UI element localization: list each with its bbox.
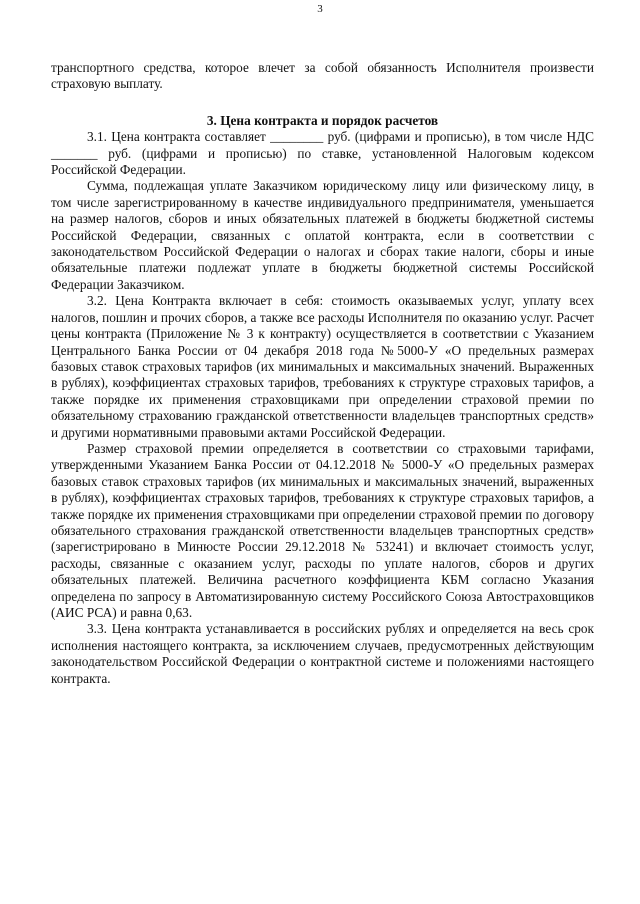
- page-number: 3: [317, 3, 323, 15]
- paragraph-3-2: 3.2. Цена Контракта включает в себя: стоимость оказываемых услуг, уплату всех налогов, пошлин и прочих сборов, а также все расходы Исполнителя по оказанию услуг. Расчет цены контракта (Приложение № 3 к контракту) осуществляется в соответствии с Указанием Центрального Банка России от 04 декабря 2018 года №5000-У «О предельных размерах базовых ставок страховых тарифов (их минимальных и максимальных значений. Выраженных в рублях), коэффициентах страховых тарифов, требованиях к структуре страховых тарифов, а также порядке их применения страховщиками при определении страховой премии по обязательному страхованию гражданской ответственности владельцев транспортных средств» и другими нормативными правовыми актами Российской Федерации.: [51, 293, 594, 440]
- paragraph-3-3: 3.3. Цена контракта устанавливается в российских рублях и определяется на весь срок исполнения настоящего контракта, за исключением случаев, предусмотренных действующим законодательством Российской Федерации о контрактной системе и положениями настоящего контракта.: [51, 621, 594, 686]
- paragraph-continuation: транспортного средства, которое влечет за собой обязанность Исполнителя произвести страховую выплату.: [51, 60, 594, 92]
- paragraph-payment-amount: Сумма, подлежащая уплате Заказчиком юридическому лицу или физическому лицу, в том числе зарегистрированному в качестве индивидуального предпринимателя, уменьшается на размер налогов, сборов и иных обязательных платежей в бюджеты бюджетной системы Российской Федерации, связанных с оплатой контракта, если в соответствии с законодательством Российской Федерации о налогах и сборах такие налоги, сборы и иные обязательные платежи подлежат уплате в бюджеты бюджетной системы Российской Федерации Заказчиком.: [51, 178, 594, 292]
- paragraph-premium-size: Размер страховой премии определяется в соответствии со страховыми тарифами, утвержденными Указанием Банка России от 04.12.2018 № 5000-У «О предельных размерах базовых ставок страховых тарифов (их минимальных и максимальных значений, выраженных в рублях), коэффициентах страховых тарифов, требованиях к структуре страховых тарифов, а также порядке их применения страховщиками при определении страховой премии по договору обязательного страхования гражданской ответственности владельцев транспортных средств» (зарегистрировано в Минюсте России 29.12.2018 № 53241) и включает стоимость услуг, расходы, связанные с оказанием услуг, расходы по уплате налогов, сборов и других обязательных платежей. Величина расчетного коэффициента КБМ согласно Указания определена по запросу в Автоматизированную систему Российского Союза Автостраховщиков (АИС РСА) и равна 0,63.: [51, 440, 594, 620]
- section-heading: 3. Цена контракта и порядок расчетов: [206, 112, 439, 128]
- paragraph-3-1: 3.1. Цена контракта составляет ________ руб. (цифрами и прописью), в том числе НДС _______ руб. (цифрами и прописью) по ставке, установленной Налоговым кодексом Российской Федерации.: [51, 129, 594, 178]
- document-body: [51, 60, 594, 687]
